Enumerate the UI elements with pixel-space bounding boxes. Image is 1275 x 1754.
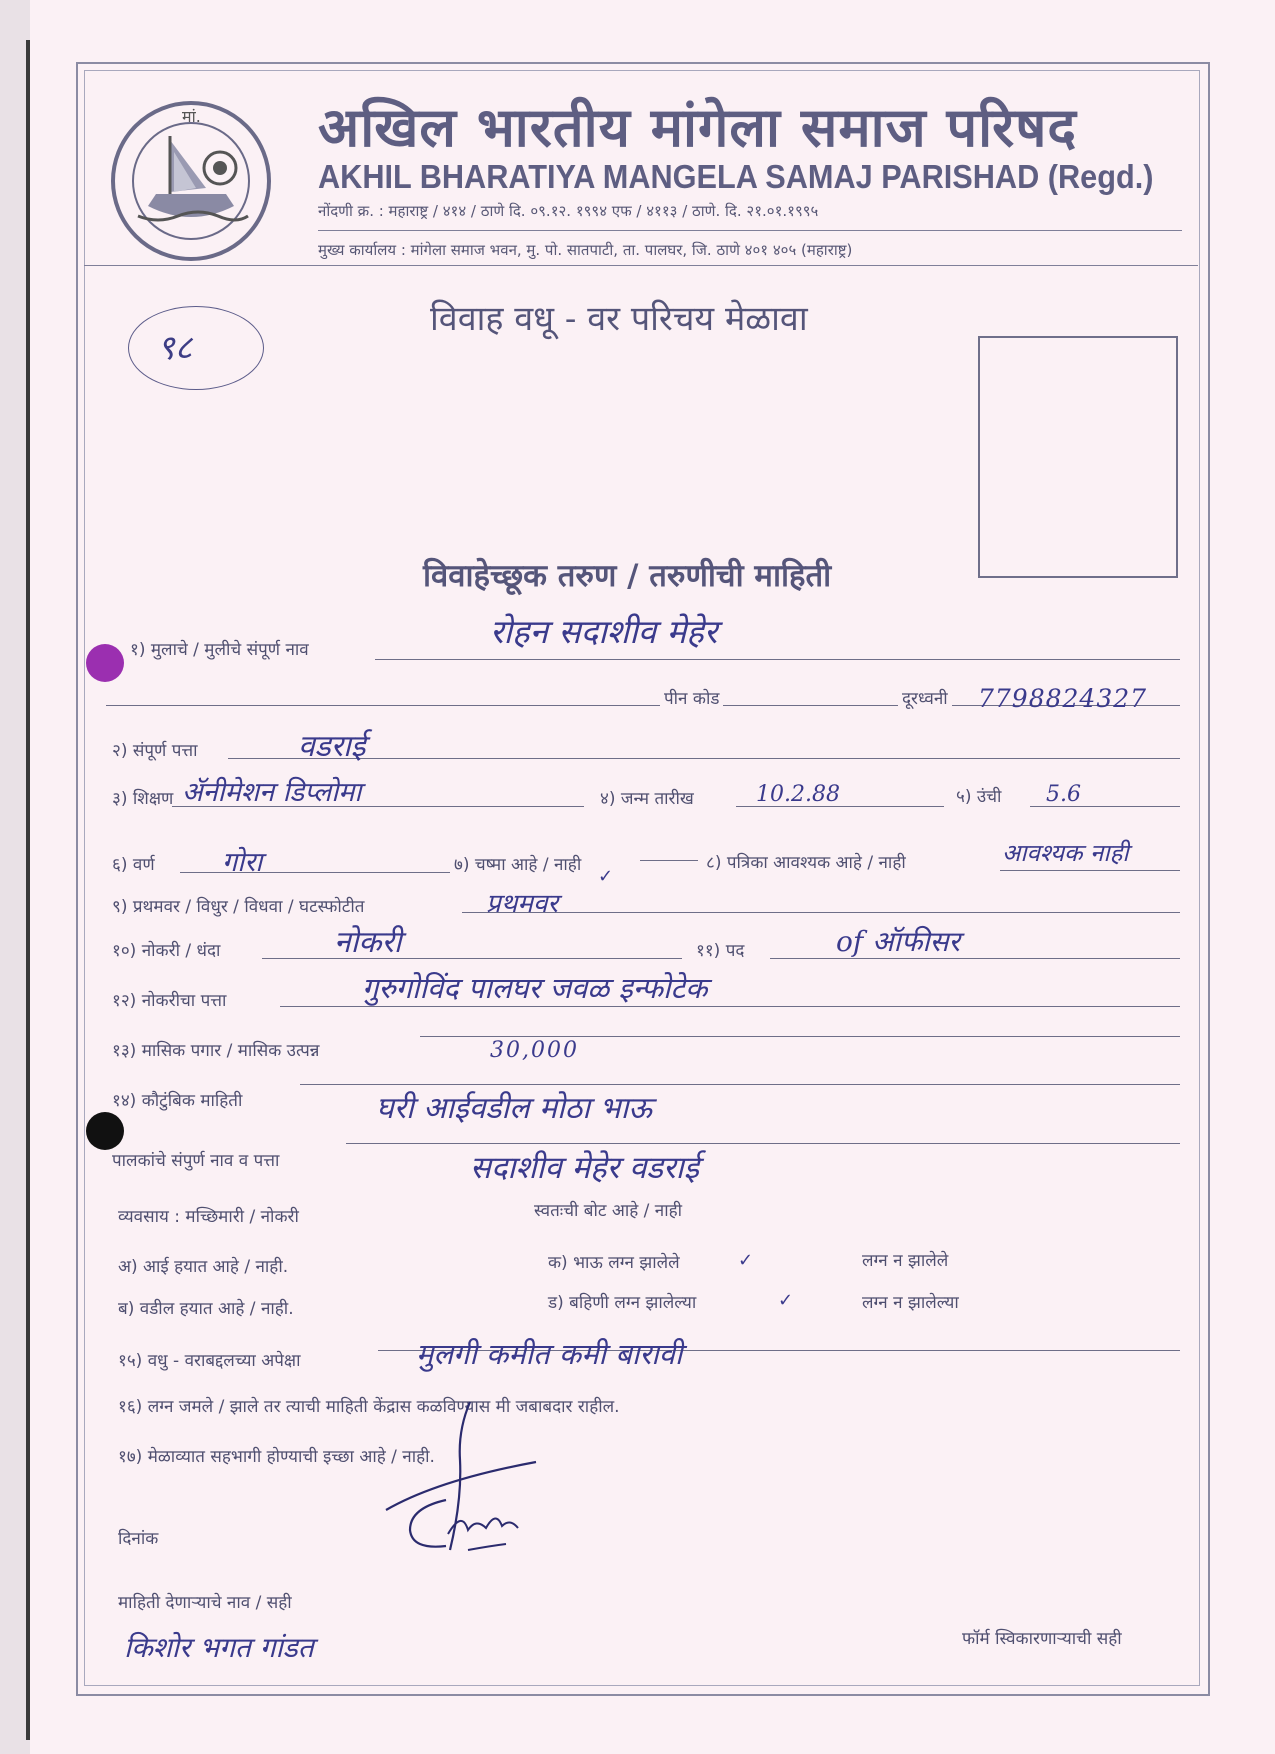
informant-label: माहिती देणाऱ्याचे नाव / सही	[118, 1593, 292, 1613]
dob-value[interactable]: 10.2.88	[756, 782, 840, 807]
name-value[interactable]: रोहन सदाशीव मेहेर	[490, 612, 718, 651]
guardian-value[interactable]: सदाशीव मेहेर वडराई	[470, 1150, 699, 1186]
complexion-value[interactable]: गोरा	[222, 847, 263, 878]
job-address-value[interactable]: गुरुगोविंद पालघर जवळ इन्फोटेक	[362, 971, 708, 1005]
handwritten-signature-icon	[350, 1400, 550, 1580]
informant-value[interactable]: किशोर भगत गांडत	[124, 1631, 314, 1664]
form-number: ९८	[157, 328, 193, 368]
family-value[interactable]: घरी आईवडील मोठा भाऊ	[376, 1091, 652, 1126]
office-address: मुख्य कार्यालय : मांगेला समाज भवन, मु. पो. सातपाटी, ता. पालघर, जि. ठाणे ४०१ ४०५ (महाराष्ट्र)	[318, 241, 853, 259]
brothers-unmarried-label: लग्न न झालेले	[862, 1251, 949, 1271]
logo-text: मां.	[182, 107, 201, 126]
name-line	[375, 659, 1180, 660]
pincode-label: पीन कोड	[660, 686, 723, 709]
sisters-label: ड) बहिणी लग्न झालेल्या	[548, 1293, 697, 1313]
family-line	[300, 1084, 1180, 1085]
address-label: २) संपूर्ण पत्ता	[112, 741, 198, 761]
post-value[interactable]: of ऑफीसर	[836, 925, 960, 958]
scan-edge	[0, 0, 30, 1754]
header-rule-2	[84, 265, 1198, 266]
job-address-label: १२) नोकरीचा पत्ता	[112, 991, 227, 1011]
guardian-label: पालकांचे संपुर्ण नाव व पत्ता	[112, 1151, 280, 1171]
father-label: ब) वडील हयात आहे / नाही.	[118, 1299, 294, 1319]
parishad-logo-icon	[108, 96, 274, 266]
dob-label: ४) जन्म तारीख	[600, 789, 694, 809]
participation-text: १७) मेळाव्यात सहभागी होण्याची इच्छा आहे / नाही.	[118, 1447, 435, 1467]
family-label: १४) कौटुंबिक माहिती	[112, 1091, 243, 1111]
glasses-tick-icon: ✓	[598, 866, 614, 887]
glasses-label: ७) चष्मा आहे / नाही	[454, 855, 582, 875]
brothers-tick-icon: ✓	[738, 1250, 754, 1271]
address-value[interactable]: वडराई	[298, 729, 366, 764]
photo-placeholder	[978, 336, 1178, 578]
job-value[interactable]: नोकरी	[334, 925, 402, 960]
height-label: ५) उंची	[956, 787, 1002, 807]
mother-label: अ) आई हयात आहे / नाही.	[118, 1257, 289, 1277]
section-title: विवाहेच्छूक तरुण / तरुणीची माहिती	[423, 558, 832, 594]
complexion-line	[180, 872, 450, 873]
brothers-label: क) भाऊ लग्न झालेले	[548, 1253, 680, 1273]
marital-line	[462, 912, 1180, 913]
job-line	[262, 958, 682, 959]
height-value[interactable]: 5.6	[1046, 782, 1081, 807]
education-label: ३) शिक्षण	[112, 789, 174, 809]
form-number-badge	[128, 306, 264, 390]
horoscope-line	[1000, 870, 1180, 871]
glasses-line	[640, 860, 698, 861]
punch-hole-icon	[86, 1112, 124, 1150]
expectation-label: १५) वधु - वराबद्दलच्या अपेक्षा	[118, 1351, 301, 1371]
post-line	[770, 958, 1180, 959]
phone-label: दूरध्वनी	[898, 686, 952, 709]
address-line	[228, 758, 1180, 759]
sisters-tick-icon: ✓	[778, 1290, 794, 1311]
receiver-signature-label: फॉर्म स्विकारणाऱ्याची सही	[962, 1629, 1122, 1649]
marital-value[interactable]: प्रथमवर	[486, 889, 559, 919]
salary-value[interactable]: 30,000	[490, 1038, 579, 1063]
registration-number: नोंदणी क्र. : महाराष्ट्र / ४१४ / ठाणे दि. ०९.१२. १९९४ एफ / ४११३ / ठाणे. दि. २१.०१.१९९५	[318, 202, 819, 220]
complexion-label: ६) वर्ण	[112, 855, 155, 875]
post-label: ११) पद	[696, 941, 745, 961]
date-label: दिनांक	[118, 1529, 159, 1549]
boat-label: स्वतःची बोट आहे / नाही	[534, 1201, 683, 1221]
sisters-unmarried-label: लग्न न झालेल्या	[862, 1293, 959, 1313]
org-name-marathi: अखिल भारतीय मांगेला समाज परिषद	[318, 95, 1078, 159]
marital-label: ९) प्रथमवर / विधुर / विधवा / घटस्फोटीत	[112, 897, 365, 917]
org-name-english: AKHIL BHARATIYA MANGELA SAMAJ PARISHAD (Regd.)	[318, 158, 1154, 195]
salary-label: १३) मासिक पगार / मासिक उत्पन्न	[112, 1041, 320, 1061]
job-label: १०) नोकरी / धंदा	[112, 941, 221, 961]
header-rule-1	[318, 230, 1182, 231]
guardian-line	[346, 1143, 1180, 1144]
declaration-text: १६) लग्न जमले / झाले तर त्याची माहिती केंद्रास कळविण्यास मी जबाबदार राहील.	[118, 1397, 620, 1417]
name-label: १) मुलाचे / मुलीचे संपूर्ण नाव	[130, 640, 309, 660]
horoscope-value[interactable]: आवश्यक नाही	[1002, 839, 1129, 867]
phone-value[interactable]: 7798824327	[978, 684, 1148, 713]
occupation-label: व्यवसाय : मच्छिमारी / नोकरी	[118, 1207, 299, 1227]
punch-hole-icon	[86, 644, 124, 682]
salary-line	[420, 1036, 1180, 1037]
education-value[interactable]: ॲनीमेशन डिप्लोमा	[182, 777, 362, 808]
event-title: विवाह वधू - वर परिचय मेळावा	[430, 299, 808, 339]
horoscope-label: ८) पत्रिका आवश्यक आहे / नाही	[706, 853, 906, 873]
expectation-value[interactable]: मुलगी कमीत कमी बारावी	[416, 1337, 683, 1371]
